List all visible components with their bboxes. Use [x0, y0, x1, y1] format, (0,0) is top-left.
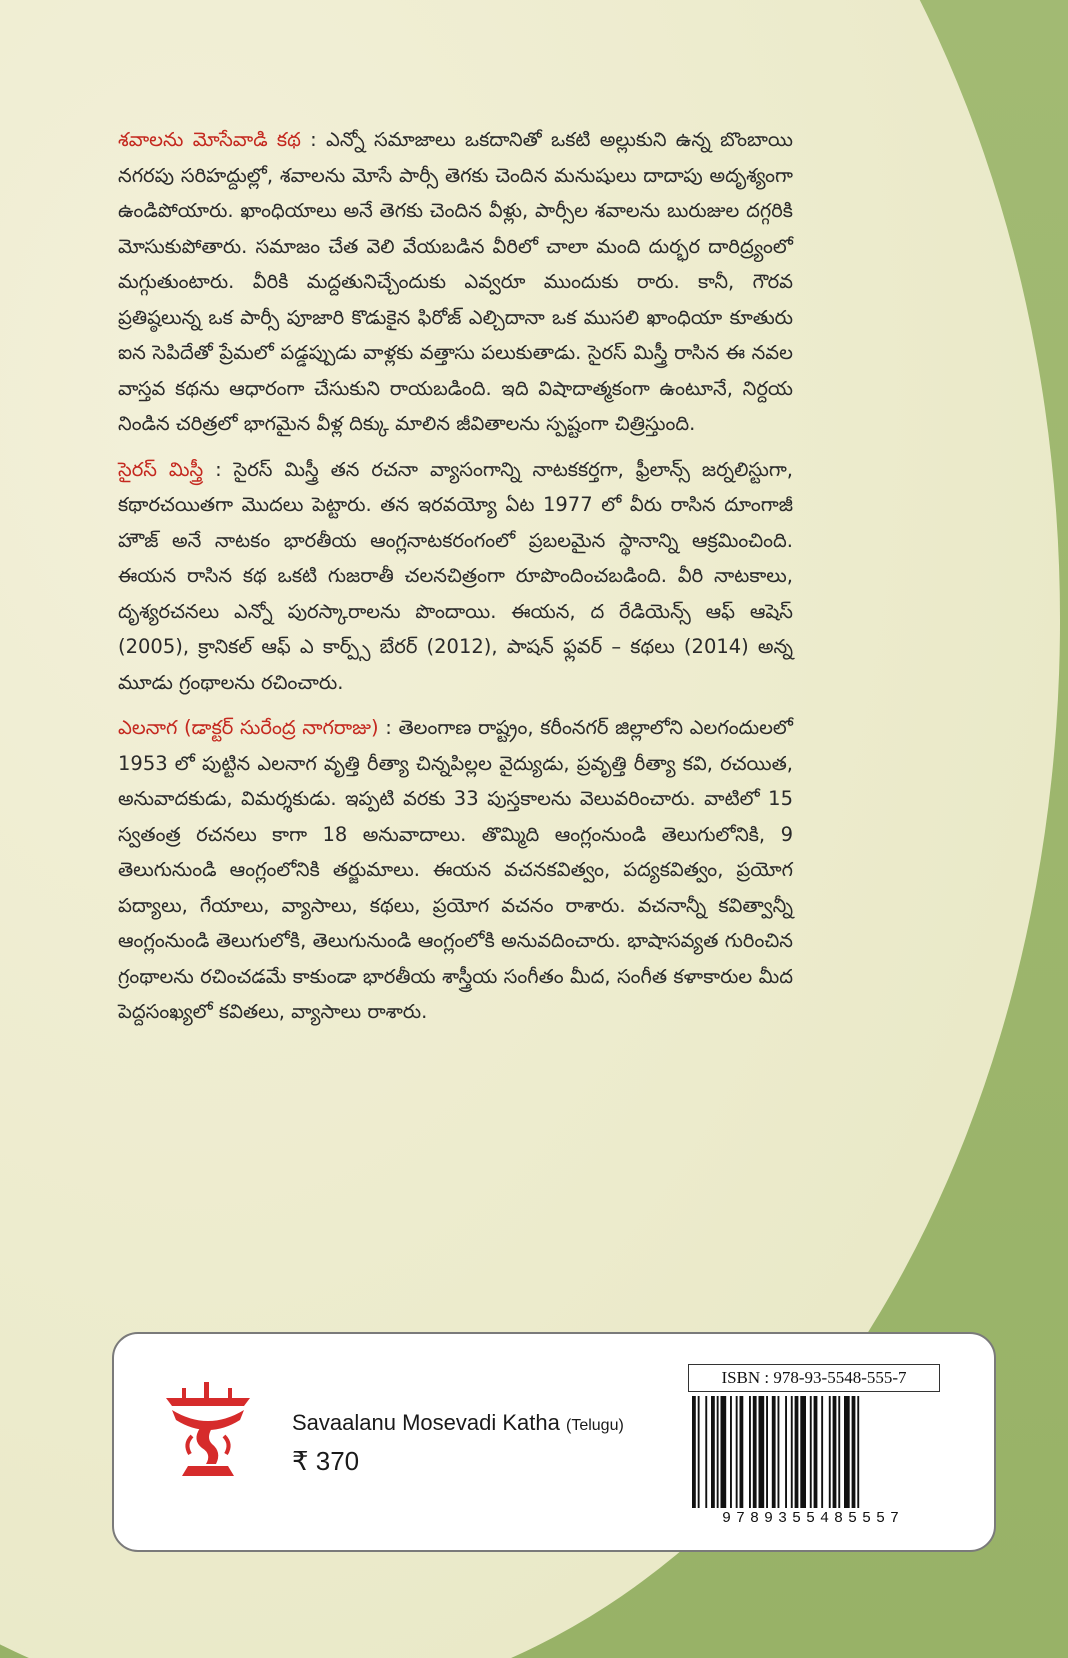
sahitya-lamp-logo-icon: [162, 1380, 254, 1480]
barcode-bar: [772, 1396, 776, 1508]
barcode-bar: [791, 1396, 793, 1508]
paragraph-heading: సైరస్ మిస్త్రీ: [118, 457, 204, 481]
barcode-bar: [795, 1396, 799, 1508]
paragraph-author-bio: [118, 452, 793, 701]
barcode-bar: [711, 1396, 715, 1508]
barcode-bar: [740, 1396, 744, 1508]
barcode-bar: [705, 1396, 707, 1508]
barcode-bar: [721, 1396, 727, 1508]
paragraph-body: : ఎన్నో సమాజాలు ఒకదానితో ఒకటి అల్లుకుని ఉన్న బొంబాయి నగరపు సరిహద్దుల్లో, శవాలను మోసే పార్సీ తెగకు చెందిన మనుషులు దాదాపు అదృశ్యంగా ఉండిపోయారు. ఖాంధియాలు అనే తెగకు చెందిన వీళ్లు, పార్సీల శవాలను బురుజుల దగ్గరికి మోసుకుపోతారు. సమాజం చేత వెలి వేయబడిన వీరిలో చాలా మంది దుర్భర దారిద్ర్యంలో మగ్గుతుంటారు. వీరికి మద్దతునిచ్చేందుకు ఎవ్వరూ ముందుకు రారు. కానీ, గౌరవ ప్రతిష్ఠలున్న ఒక పార్సీ పూజారి కొడుకైన ఫిరోజ్ ఎల్చిదానా ఒక ముసలి ఖాంధియా కూతురు ఐన సెపిదేతో ప్రేమలో పడ్డప్పుడు వాళ్లకు వత్తాసు పలుకుతాడు. సైరస్ మిస్త్రీ రాసిన ఈ నవల వాస్తవ కథను ఆధారంగా చేసుకుని రాయబడింది. ఇది విషాదాత్మకంగా ఉంటూనే, నిర్దయ నిండిన చరిత్రలో భాగమైన వీళ్ల దిక్కు మాలిన జీవితాలను స్పష్టంగా చిత్రిస్తుంది.: [118, 128, 793, 435]
barcode-digits: 9789355485557: [721, 1510, 905, 1527]
book-info-box: [112, 1332, 996, 1552]
barcode-bar: [778, 1396, 780, 1508]
barcode-bar: [814, 1396, 818, 1508]
barcode-bar: [749, 1396, 751, 1508]
barcode-bar: [766, 1396, 768, 1508]
barcode-bar: [717, 1396, 719, 1508]
barcode-bar: [810, 1396, 812, 1508]
paragraph-body: : సైరస్ మిస్త్రీ తన రచనా వ్యాసంగాన్ని నాటకకర్తగా, ఫ్రీలాన్స్ జర్నలిస్టుగా, కథారచయితగా మొదలు పెట్టారు. తన ఇరవయ్యో ఏట 1977 లో వీరు రాసిన దూంగాజీ హౌజ్ అనే నాటకం భారతీయ ఆంగ్లనాటకరంగంలో ప్రబలమైన స్థానాన్ని ఆక్రమించింది. ఈయన రాసిన కథ ఒకటి గుజరాతీ చలనచిత్రంగా రూపొందించబడింది. వీరి నాటకాలు, దృశ్యరచనలు ఎన్నో పురస్కారాలను పొందాయి. ఈయన, ద రేడియెన్స్ ఆఫ్ ఆషెస్ (2005), క్రానికల్ ఆఫ్ ఎ కార్ప్స్ బేరర్ (2012), పాషన్ ఫ్లవర్ – కథలు (2014) అన్న మూడు గ్రంథాలను రచించారు.: [118, 457, 793, 694]
book-title: [292, 1410, 624, 1436]
barcode-bar: [692, 1396, 696, 1508]
barcode-bar: [821, 1396, 823, 1508]
barcode-bar: [753, 1396, 757, 1508]
barcode-bar: [838, 1396, 840, 1508]
paragraph-heading: ఎలనాగ (డాక్టర్ సురేంద్ర నాగరాజు): [118, 716, 379, 739]
book-language: (Telugu): [565, 1417, 624, 1434]
barcode-bar: [800, 1396, 806, 1508]
book-price: ₹ 370: [292, 1446, 360, 1476]
isbn-label: ISBN : 978-93-5548-555-7: [688, 1364, 940, 1392]
paragraph-body: : తెలంగాణ రాష్ట్రం, కరీంనగర్ జిల్లాలోని ఎలగందులలో 1953 లో పుట్టిన ఎలనాగ వృత్తి రీత్యా చిన్నపిల్లల వైద్యుడు, ప్రవృత్తి రీత్యా కవి, రచయిత, అనువాదకుడు, విమర్శకుడు. ఇప్పటి వరకు 33 పుస్తకాలను వెలువరించారు. వాటిలో 15 స్వతంత్ర రచనలు కాగా 18 అనువాదాలు. తొమ్మిది ఆంగ్లంనుండి తెలుగులోనికి, 9 తెలుగునుండి ఆంగ్లంలోనికి తర్జుమాలు. ఈయన వచనకవిత్వం, పద్యకవిత్వం, ప్రయోగ పద్యాలు, గేయాలు, వ్యాసాలు, కథలు, ప్రయోగ వచనం రాశారు. వచనాన్నీ కవిత్వాన్నీ ఆంగ్లంనుండి తెలుగులోకి, తెలుగునుండి ఆంగ్లంలోకి అనువదించారు. భాషాసవ్యత గురించిన గ్రంథాలను రచించడమే కాకుండా భారతీయ శాస్త్రీయ సంగీతం మీద, సంగీత కళాకారుల మీద పెద్దసంఖ్యలో కవితలు, వ్యాసాలు రాశారు.: [118, 716, 793, 1023]
barcode-bar: [852, 1396, 856, 1508]
paragraph-book-summary: [118, 122, 793, 442]
barcode-bar: [829, 1396, 831, 1508]
barcode-bar: [833, 1396, 837, 1508]
paragraph-translator-bio: [118, 710, 793, 1030]
barcode-bar: [698, 1396, 700, 1508]
barcode-bar: [857, 1396, 859, 1508]
barcode-bar: [785, 1396, 787, 1508]
paragraph-heading: శవాలను మోసేవాడి కథ: [118, 128, 301, 151]
book-title-text: Savaalanu Mosevadi Katha: [292, 1410, 560, 1435]
description-text-block: [118, 122, 793, 1040]
barcode-bar: [730, 1396, 732, 1508]
barcode-bar: [736, 1396, 738, 1508]
barcode-bar: [844, 1396, 850, 1508]
barcode-bar: [759, 1396, 765, 1508]
